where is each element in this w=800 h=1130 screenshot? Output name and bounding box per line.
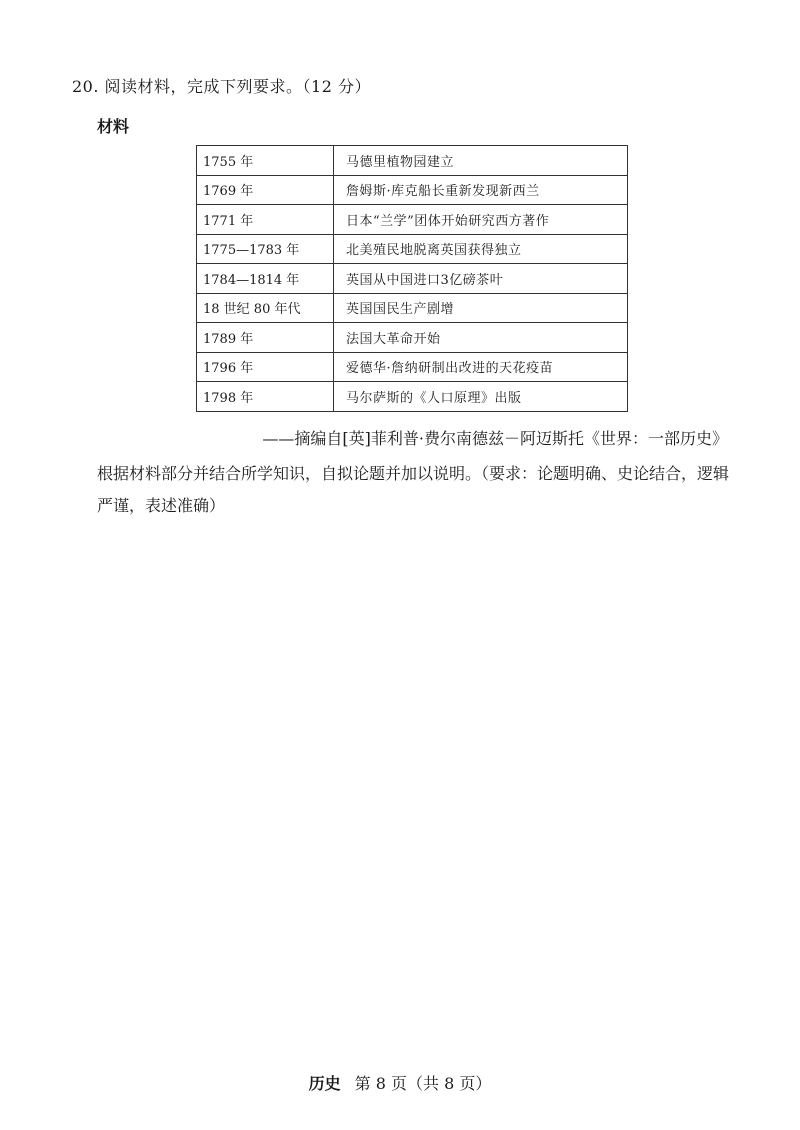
date-cell: 18 世纪 80 年代 xyxy=(197,293,334,323)
event-cell: 日本“兰学”团体开始研究西方著作 xyxy=(334,205,628,235)
table-row xyxy=(197,175,628,205)
question-title: 20. 阅读材料，完成下列要求。（12 分） xyxy=(72,77,371,96)
event-cell: 马尔萨斯的《人口原理》出版 xyxy=(334,382,628,412)
table-row xyxy=(197,234,628,264)
date-cell: 1775—1783 年 xyxy=(197,234,334,264)
date-cell: 1769 年 xyxy=(197,175,334,205)
source-citation: ——摘编自[英]菲利普·费尔南德兹－阿迈斯托《世界：一部历史》 xyxy=(262,429,728,448)
table-row xyxy=(197,323,628,353)
date-cell: 1784—1814 年 xyxy=(197,264,334,294)
table-row xyxy=(197,146,628,176)
table-row xyxy=(197,205,628,235)
table-row xyxy=(197,293,628,323)
table-row xyxy=(197,382,628,412)
page-footer xyxy=(0,1071,800,1094)
date-cell: 1771 年 xyxy=(197,205,334,235)
date-cell: 1755 年 xyxy=(197,146,334,176)
event-cell: 詹姆斯·库克船长重新发现新西兰 xyxy=(334,175,628,205)
footer-page-number: 第 8 页（共 8 页） xyxy=(354,1074,492,1093)
event-cell: 英国国民生产剧增 xyxy=(334,293,628,323)
table-row xyxy=(197,352,628,382)
event-cell: 法国大革命开始 xyxy=(334,323,628,353)
date-cell: 1796 年 xyxy=(197,352,334,382)
material-label: 材料 xyxy=(97,117,130,136)
date-cell: 1798 年 xyxy=(197,382,334,412)
event-cell: 北美殖民地脱离英国获得独立 xyxy=(334,234,628,264)
timeline-table xyxy=(196,145,628,412)
event-cell: 英国从中国进口3亿磅茶叶 xyxy=(334,264,628,294)
date-cell: 1789 年 xyxy=(197,323,334,353)
footer-subject: 历史 xyxy=(308,1074,341,1093)
question-instruction: 根据材料部分并结合所学知识，自拟论题并加以说明。（要求：论题明确、史论结合，逻辑严谨，表述准确） xyxy=(97,464,730,515)
event-cell: 马德里植物园建立 xyxy=(334,146,628,176)
event-cell: 爱德华·詹纳研制出改进的天花疫苗 xyxy=(334,352,628,382)
table-row xyxy=(197,264,628,294)
